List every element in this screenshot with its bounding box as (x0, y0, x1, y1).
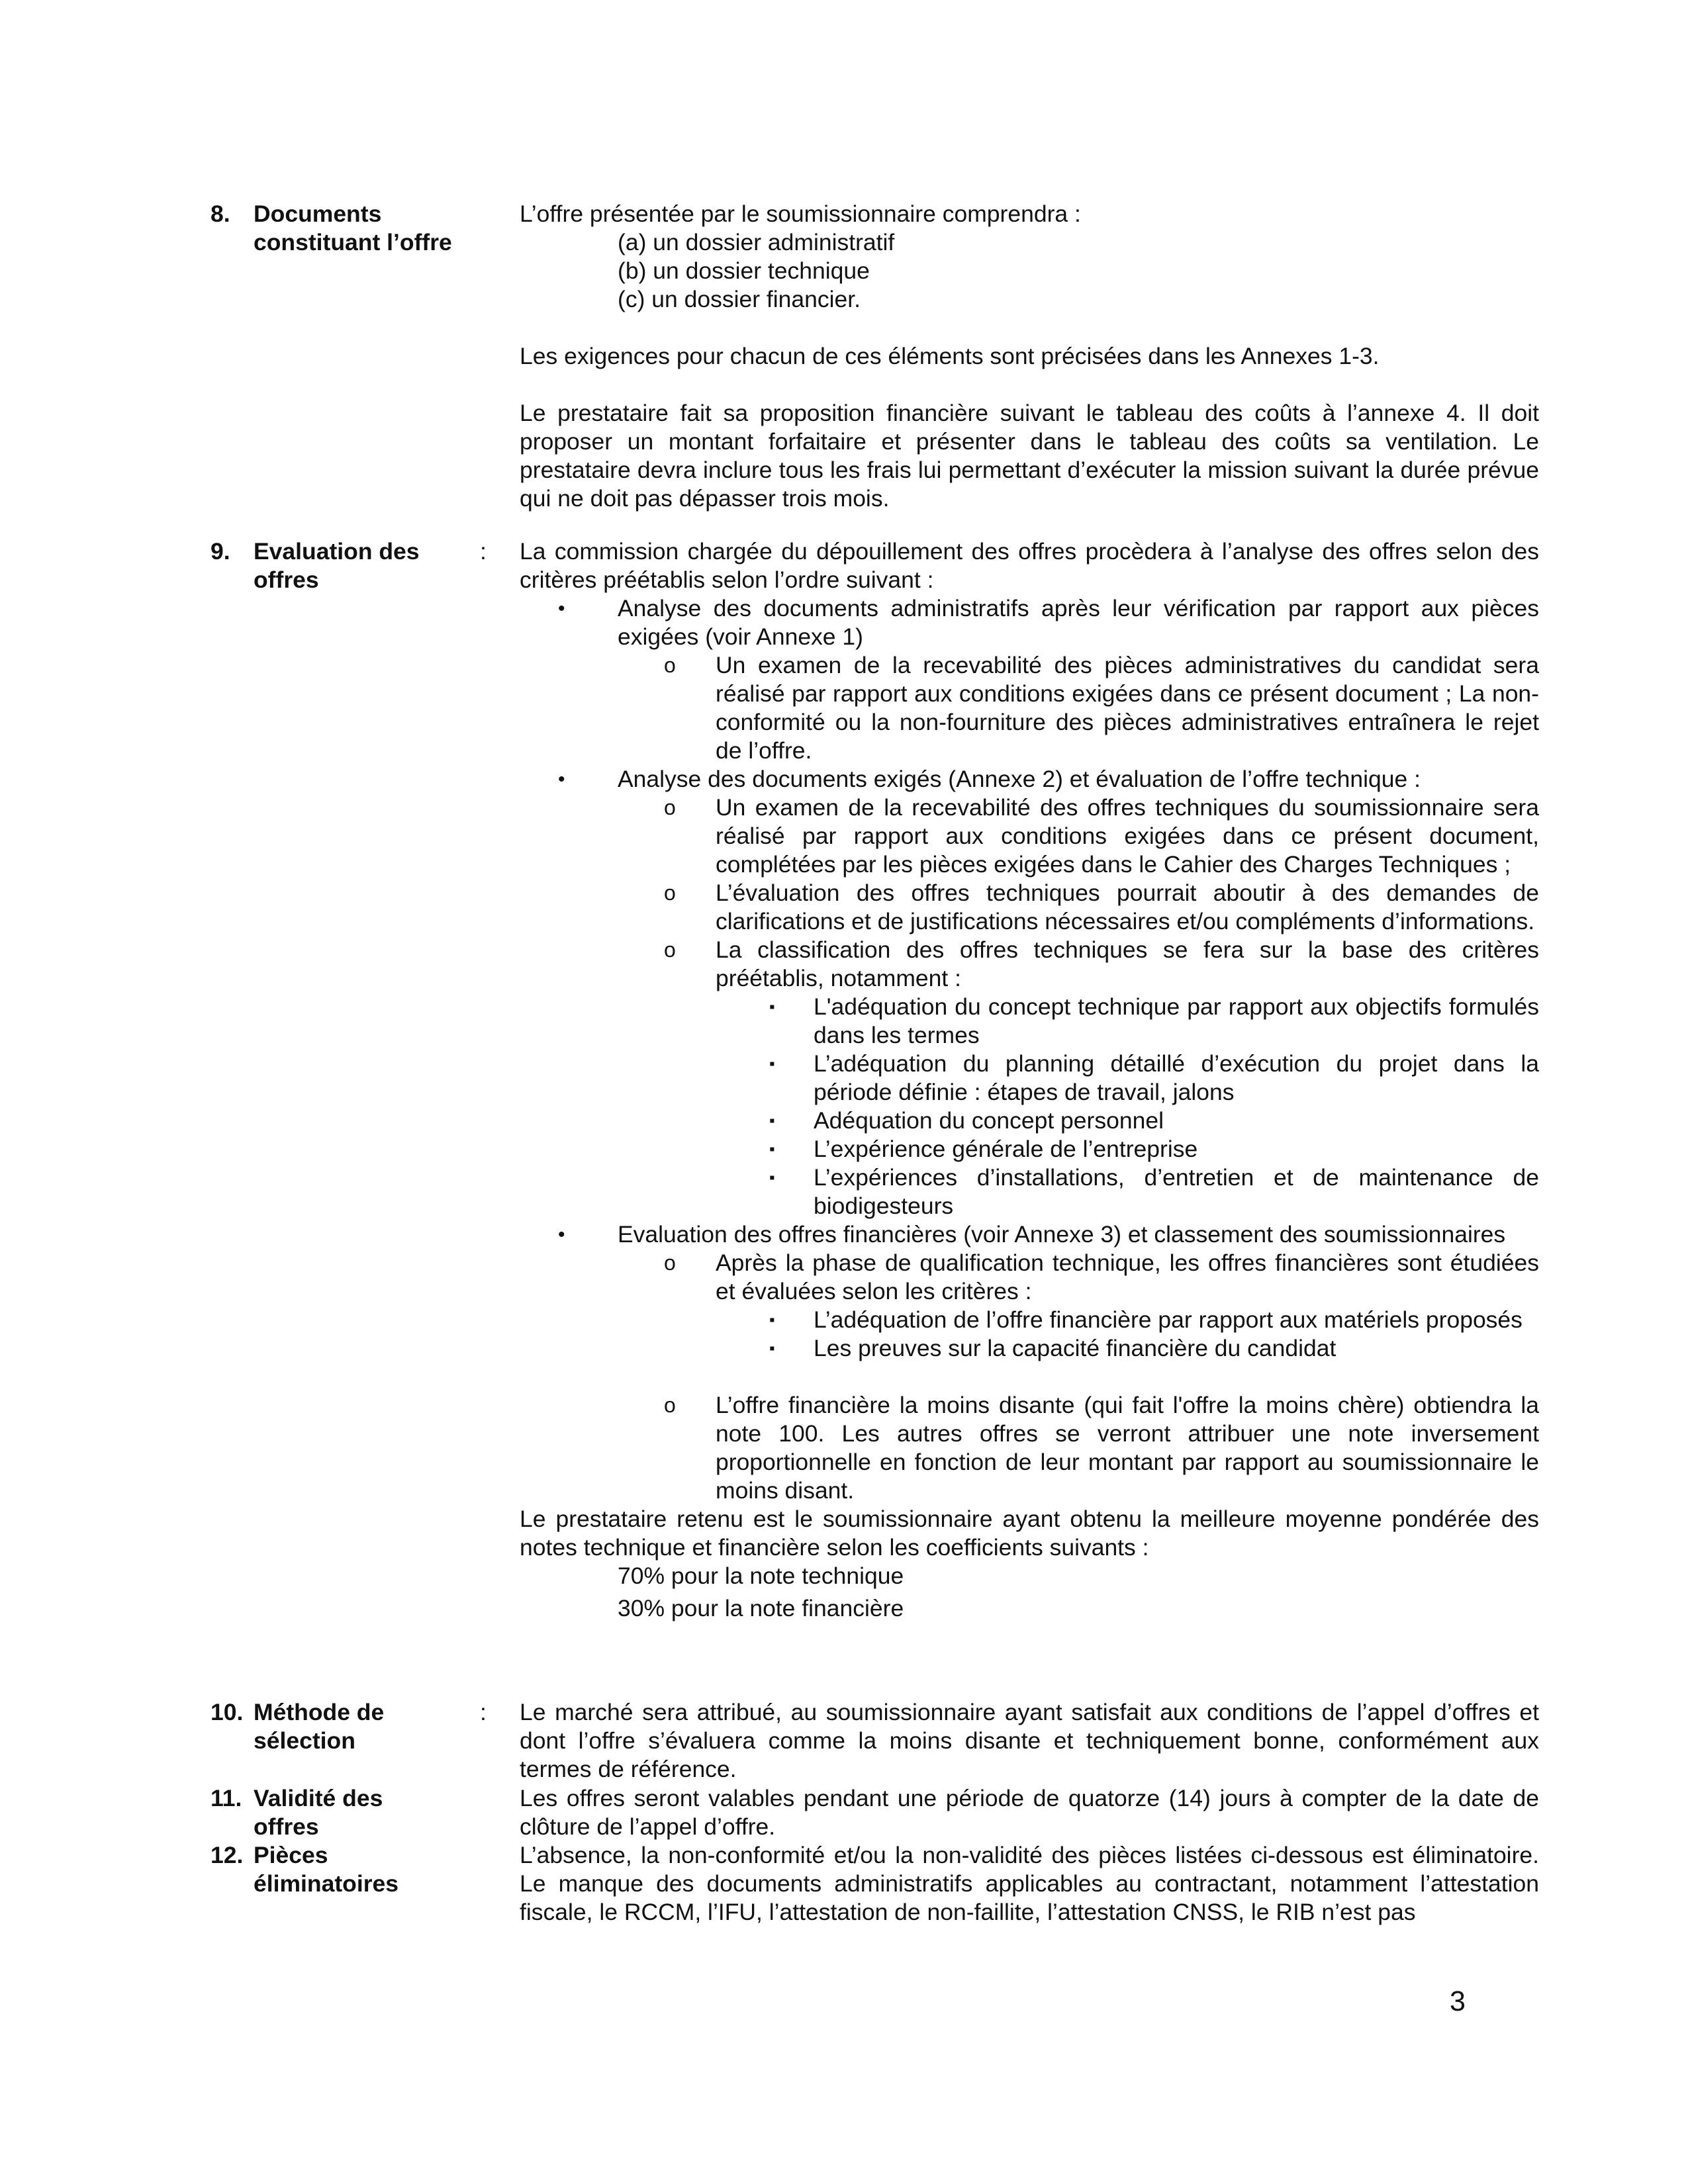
sub-item (520, 1391, 1539, 1505)
sub-item (520, 936, 1539, 993)
square-bullet-icon: ▪ (769, 1340, 775, 1357)
intro-text: L’offre présentée par le soumissionnaire comprendra : (520, 201, 1081, 227)
criterion-text: L’expériences d’installations, d’entretien et de maintenance de biodigesteurs (814, 1164, 1539, 1219)
sub-item-text: L’offre financière la moins disante (qui fait l'offre la moins chère) obtiendra la note 100. Les autres offres se verront attribuer une note inversement proportionnelle en fonction de leur montant par rapport au soumissionnaire le moins disant. (716, 1392, 1539, 1504)
criterion-text: Adéquation du concept personnel (814, 1107, 1164, 1134)
coefficient-line: 70% pour la note technique (618, 1563, 904, 1589)
criterion-item (520, 1135, 1539, 1163)
bullet-item (520, 1220, 1539, 1249)
bullet-item (520, 765, 1539, 794)
criterion-text: L’expérience générale de l’entreprise (814, 1136, 1198, 1162)
list-item: (c) un dossier financier. (618, 286, 861, 312)
circle-bullet-icon: o (664, 1251, 676, 1275)
sub-item (520, 1249, 1539, 1306)
sub-item-text: Après la phase de qualification technique, les offres financières sont étudiées et évaluées selon les critères : (716, 1250, 1539, 1304)
sub-item-text: La classification des offres techniques se fera sur la base des critères préétablis, notamment : (716, 936, 1539, 991)
coefficient-line: 30% pour la note financière (618, 1595, 904, 1621)
square-bullet-icon: ▪ (769, 1169, 775, 1187)
section-title: Pièces éliminatoires (254, 1842, 399, 1897)
bullet-icon: • (558, 598, 565, 619)
circle-bullet-icon: o (664, 1393, 676, 1417)
page-number: 3 (1450, 1985, 1466, 2017)
section-body: Le marché sera attribué, au soumissionnaire ayant satisfait aux conditions de l’appel d’offres et dont l’offre s’évaluera comme la moins disante et techniquement bonne, conformément aux termes de référence. (520, 1699, 1539, 1782)
criterion-item (520, 1334, 1539, 1363)
criterion-item (520, 1050, 1539, 1107)
criterion-text: L’adéquation de l’offre financière par rapport aux matériels proposés (814, 1306, 1523, 1333)
bullet-icon: • (558, 1224, 565, 1246)
criterion-item (520, 993, 1539, 1050)
bullet-item (520, 594, 1539, 651)
sub-item (520, 651, 1539, 765)
section-number: 12. (211, 1842, 244, 1868)
section-title: Méthode de sélection (254, 1699, 385, 1754)
criterion-text: L'adéquation du concept technique par rapport aux objectifs formulés dans les termes (814, 993, 1539, 1048)
criterion-text: Les preuves sur la capacité financière du candidat (814, 1335, 1336, 1361)
criterion-item (520, 1163, 1539, 1220)
list-item: (a) un dossier administratif (618, 229, 895, 255)
conclusion-text: Le prestataire retenu est le soumissionnaire ayant obtenu la meilleure moyenne pondérée des notes technique et financière selon les coefficients suivants : (520, 1506, 1539, 1561)
intro-text: La commission chargée du dépouillement des offres procèdera à l’analyse des offres selon des critères préétablis selon l’ordre suivant : (520, 538, 1539, 593)
list-item: (b) un dossier technique (618, 257, 870, 284)
bullet-text: Analyse des documents administratifs après leur vérification par rapport aux pièces exigées (voir Annexe 1) (618, 595, 1539, 650)
circle-bullet-icon: o (664, 938, 676, 962)
section-title: Documents constituant l’offre (254, 201, 452, 255)
section-number: 10. (211, 1699, 244, 1725)
section-number: 9. (211, 538, 230, 565)
sub-item (520, 879, 1539, 936)
square-bullet-icon: ▪ (769, 1055, 775, 1073)
colon: : (480, 1699, 487, 1725)
paragraph: Le prestataire fait sa proposition financière suivant le tableau des coûts à l’annexe 4. Il doit proposer un montant forfaitaire et présenter dans le tableau des coûts sa ventilation. Le prestataire devra inclure tous les frais lui permettant d’exécuter la mission suivant la durée prévue qui ne doit pas dépasser trois mois. (520, 400, 1539, 512)
circle-bullet-icon: o (664, 796, 676, 819)
section-title: Validité des offres (254, 1785, 383, 1840)
section-body (520, 537, 1539, 1623)
section-number: 11. (211, 1785, 242, 1811)
colon: : (480, 538, 487, 565)
criterion-item (520, 1107, 1539, 1135)
paragraph: Les exigences pour chacun de ces éléments sont précisées dans les Annexes 1-3. (520, 343, 1380, 369)
section-body: L’absence, la non-conformité et/ou la non-validité des pièces listées ci-dessous est éliminatoire. Le manque des documents administratifs applicables au contractant, notamment l’attestation fiscale, le RCCM, l’IFU, l’attestation de non-faillite, l’attestation CNSS, le RIB n’est pas (520, 1842, 1539, 1925)
circle-bullet-icon: o (664, 881, 676, 905)
section-number: 8. (211, 201, 230, 227)
square-bullet-icon: ▪ (769, 1311, 775, 1329)
section-body: Les offres seront valables pendant une période de quatorze (14) jours à compter de la date de clôture de l’appel d’offre. (520, 1785, 1539, 1840)
square-bullet-icon: ▪ (769, 1140, 775, 1158)
section-body (520, 200, 1539, 513)
circle-bullet-icon: o (664, 653, 676, 677)
criterion-item (520, 1306, 1539, 1334)
sub-item-text: L’évaluation des offres techniques pourrait aboutir à des demandes de clarifications et de justifications nécessaires et/ou compléments d’informations. (716, 880, 1539, 934)
sub-item-text: Un examen de la recevabilité des pièces administratives du candidat sera réalisé par rapport aux conditions exigées dans ce présent document ; La non-conformité ou la non-fourniture des pièces administratives entraînera le rejet de l’offre. (716, 652, 1539, 764)
section-title: Evaluation des offres (254, 538, 420, 593)
square-bullet-icon: ▪ (769, 1112, 775, 1130)
square-bullet-icon: ▪ (769, 998, 775, 1016)
bullet-text: Evaluation des offres financières (voir Annexe 3) et classement des soumissionnaires (618, 1221, 1506, 1248)
criterion-text: L’adéquation du planning détaillé d’exécution du projet dans la période définie : étapes de travail, jalons (814, 1050, 1539, 1105)
sub-item-text: Un examen de la recevabilité des offres techniques du soumissionnaire sera réalisé par rapport aux conditions exigées dans ce présent document, complétées par les pièces exigées dans le Cahier des Charges Techniques ; (716, 794, 1539, 878)
bullet-icon: • (558, 768, 565, 790)
sub-item (520, 794, 1539, 879)
bullet-text: Analyse des documents exigés (Annexe 2) et évaluation de l’offre technique : (618, 766, 1421, 792)
